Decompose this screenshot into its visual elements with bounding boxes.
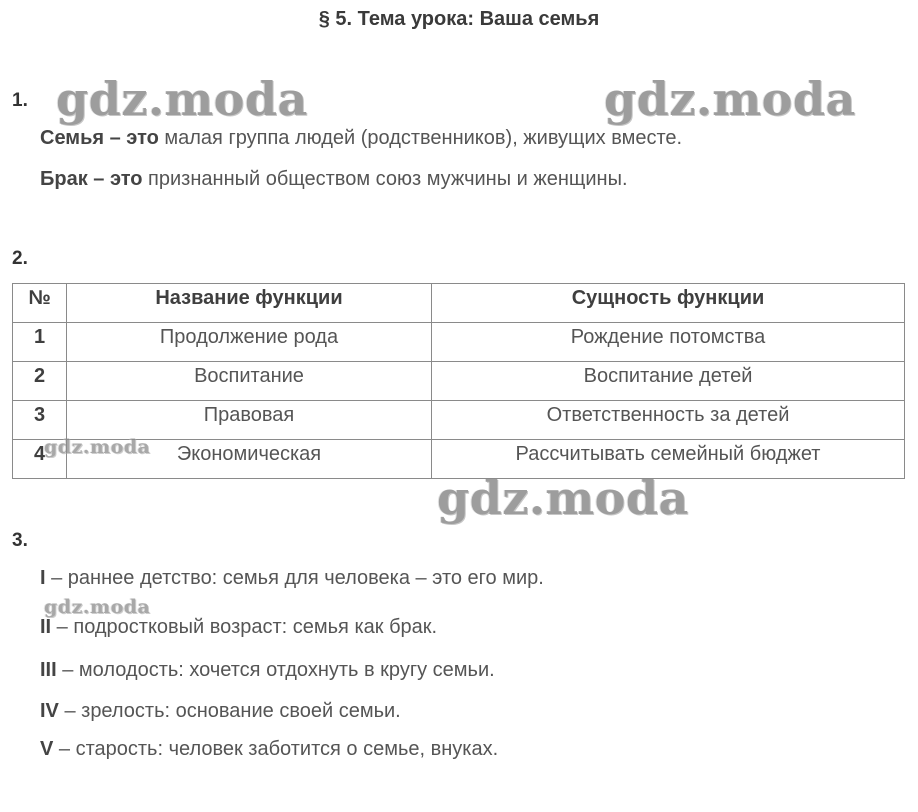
row-number: 1 [13, 323, 67, 362]
section-1-number: 1. [12, 90, 28, 111]
stage-roman: I [40, 567, 46, 589]
stage-text: – раннее детство: семья для человека – это его мир. [45, 567, 544, 589]
function-essence: Ответственность за детей [432, 401, 905, 440]
definition-text: признанный обществом союз мужчины и женщины. [142, 168, 628, 190]
row-number: 3 [13, 401, 67, 440]
stage-text: – подростковый возраст: семья как брак. [51, 616, 438, 638]
function-essence: Рассчитывать семейный бюджет [432, 440, 905, 479]
stage-text: – старость: человек заботится о семье, внуках. [53, 738, 499, 760]
section-3-number: 3. [12, 530, 28, 551]
section-2-number: 2. [12, 248, 28, 269]
watermark: gdz.moda [44, 596, 151, 618]
stage-text: – зрелость: основание своей семьи. [58, 700, 401, 722]
definition-text: малая группа людей (родственников), живущих вместе. [158, 127, 683, 149]
table-row [13, 362, 905, 401]
definition-term: Семья – это [40, 127, 159, 149]
life-stage-item [40, 659, 495, 682]
stage-roman: IV [40, 700, 59, 722]
definition-family [40, 127, 682, 150]
definition-term: Брак – это [40, 168, 143, 190]
row-number: 4 [13, 440, 67, 479]
watermark: gdz.moda [437, 471, 689, 525]
page-title: § 5. Тема урока: Ваша семья [318, 8, 600, 30]
watermark: gdz.moda [604, 72, 856, 126]
table-row [13, 401, 905, 440]
stage-roman: II [40, 616, 52, 638]
function-name: Воспитание [67, 362, 432, 401]
row-number: 2 [13, 362, 67, 401]
header-function-name: Название функции [67, 284, 432, 323]
life-stage-item [40, 616, 437, 639]
life-stage-item [40, 567, 544, 590]
stage-roman: III [40, 659, 57, 681]
watermark: gdz.moda [56, 72, 308, 126]
function-name: Продолжение рода [67, 323, 432, 362]
function-essence: Воспитание детей [432, 362, 905, 401]
stage-roman: V [40, 738, 54, 760]
table-header-row [13, 284, 905, 323]
function-name: Правовая [67, 401, 432, 440]
watermark: gdz.moda [44, 436, 151, 458]
function-essence: Рождение потомства [432, 323, 905, 362]
table-row [13, 323, 905, 362]
life-stage-item [40, 738, 498, 761]
life-stage-item [40, 700, 401, 723]
function-name: Экономическая [67, 440, 432, 479]
definition-marriage [40, 168, 628, 191]
header-function-essence: Сущность функции [432, 284, 905, 323]
header-number: № [13, 284, 67, 323]
stage-text: – молодость: хочется отдохнуть в кругу семьи. [56, 659, 495, 681]
